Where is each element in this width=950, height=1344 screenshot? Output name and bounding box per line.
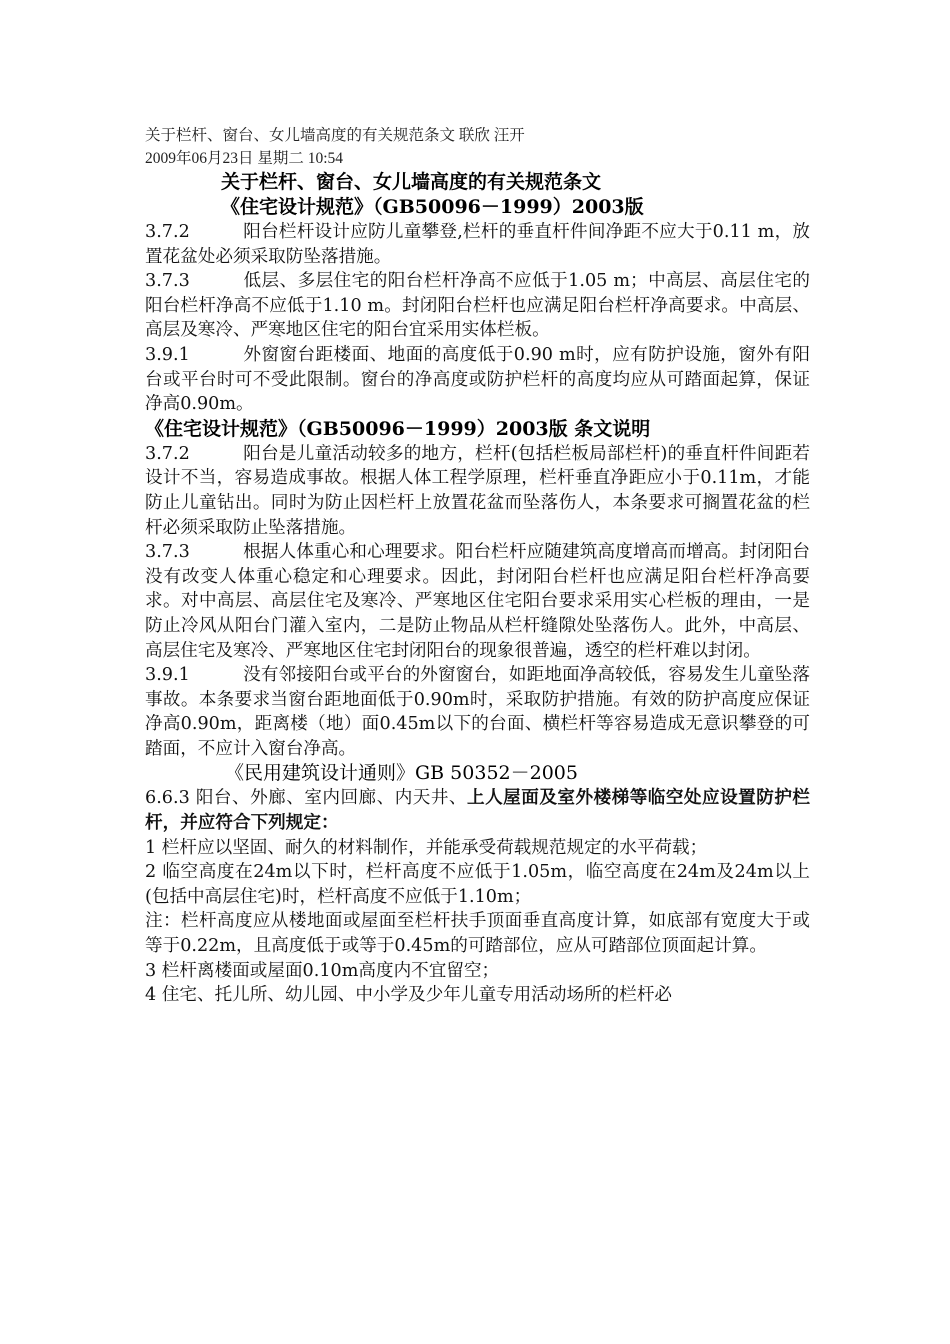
clause-text: 根据人体重心和心理要求。阳台栏杆应随建筑高度增高而增高。封闭阳台没有改变人体重心稳定和心理要求。因此，封闭阳台栏杆也应满足阳台栏杆净高要求。对中高层、高层住宅及寒冷、严寒地区住宅阳台要求采用实心栏板的理由，一是防止冷风从阳台门灌入室内，二是防止物品从栏杆缝隙处坠落伤人。此外，中高层、高层住宅及寒冷、严寒地区住宅封闭阳台的现象很普遍，透空的栏杆难以封闭。: [145, 542, 810, 661]
doc-title-line: 关于栏杆、窗台、女儿墙高度的有关规范条文 联欣 汪开: [145, 127, 525, 144]
clause-number: 3.7.2: [145, 222, 190, 242]
clause-number: 3.7.3: [145, 542, 190, 563]
clause-number: 3.9.1: [145, 665, 190, 686]
doc-date-line: 2009年06月23日 星期二 10:54: [145, 150, 344, 167]
list-item: 2 临空高度在24m以下时，栏杆高度不应低于1.05m，临空高度在24m及24m以上(包括中高层住宅)时，栏杆高度不应低于1.10m；: [145, 862, 810, 907]
explain-3-7-2: [145, 442, 810, 540]
clause-number: 3.7.2: [145, 443, 190, 464]
document-page: [145, 124, 810, 1008]
clause-text: 低层、多层住宅的阳台栏杆净高不应低于1.05 m；中高层、高层住宅的阳台栏杆净高不应低于1.10 m。封闭阳台栏杆也应满足阳台栏杆净高要求。中高层、高层及寒冷、严寒地区住宅的阳台宜采用实体栏板。: [145, 271, 810, 341]
main-title: 关于栏杆、窗台、女儿墙高度的有关规范条文: [221, 171, 602, 193]
clause-text: 阳台栏杆设计应防儿童攀登,栏杆的垂直杆件间净距不应大于0.11 m，放置花盆处必须采取防坠落措施。: [145, 222, 810, 267]
clause-number: 3.7.3: [145, 271, 190, 292]
list-item: 1 栏杆应以坚固、耐久的材料制作，并能承受荷载规范规定的水平荷载；: [145, 837, 708, 858]
clause-3-9-1: [145, 343, 810, 417]
clause-text: 外窗窗台距楼面、地面的高度低于0.90 m时，应有防护设施，窗外有阳台或平台时可不受此限制。窗台的净高度或防护栏杆的高度均应从可踏面起算，保证净高0.90m。: [145, 344, 810, 415]
code1-heading: 《住宅设计规范》（GB50096－1999）2003版: [221, 196, 644, 218]
clause-3-7-2: [145, 220, 810, 269]
clause-text: 阳台、外廊、室内回廊、内天井、: [195, 788, 468, 809]
clause-number: 6.6.3: [145, 788, 190, 809]
explain-3-9-1: [145, 663, 810, 761]
code1-explain-heading: 《住宅设计规范》（GB50096－1999）2003版 条文说明: [145, 417, 651, 440]
list-item: 4 住宅、托儿所、幼儿园、中小学及少年儿童专用活动场所的栏杆必: [145, 985, 673, 1006]
clause-text: 阳台是儿童活动较多的地方，栏杆(包括栏板局部栏杆)的垂直杆件间距若设计不当，容易造成事故。根据人体工程学原理，栏杆垂直净距应小于0.11m，才能防止儿童钻出。同时为防止因栏杆上放置花盆而坠落伤人，本条要求可搁置花盆的栏杆必须采取防止坠落措施。: [145, 443, 810, 538]
clause-text: 没有邻接阳台或平台的外窗窗台，如距地面净高较低，容易发生儿童坠落事故。本条要求当窗台距地面低于0.90m时，采取防护措施。有效的防护高度应保证净高0.90m，距离楼（地）面0.45m以下的台面、横栏杆等容易造成无意识攀登的可踏面，不应计入窗台净高。: [145, 665, 810, 759]
clause-number: 3.9.1: [145, 344, 190, 365]
clause-text-bold: 上人屋面及室外楼梯等临空处应设置防护栏杆，并应符合下列规定：: [145, 787, 810, 834]
clause-6-6-3: [145, 786, 810, 835]
clause-3-7-3: [145, 269, 810, 343]
note-item: 注：栏杆高度应从楼地面或屋面至栏杆扶手顶面垂直高度计算，如底部有宽度大于或等于0.22m，且高度低于或等于0.45m的可踏部位，应从可踏部位顶面起计算。: [145, 911, 810, 957]
code2-heading: 《民用建筑设计通则》GB 50352－2005: [225, 762, 578, 785]
explain-3-7-3: [145, 540, 810, 663]
list-item: 3 栏杆离楼面或屋面0.10m高度内不宜留空；: [145, 960, 500, 981]
